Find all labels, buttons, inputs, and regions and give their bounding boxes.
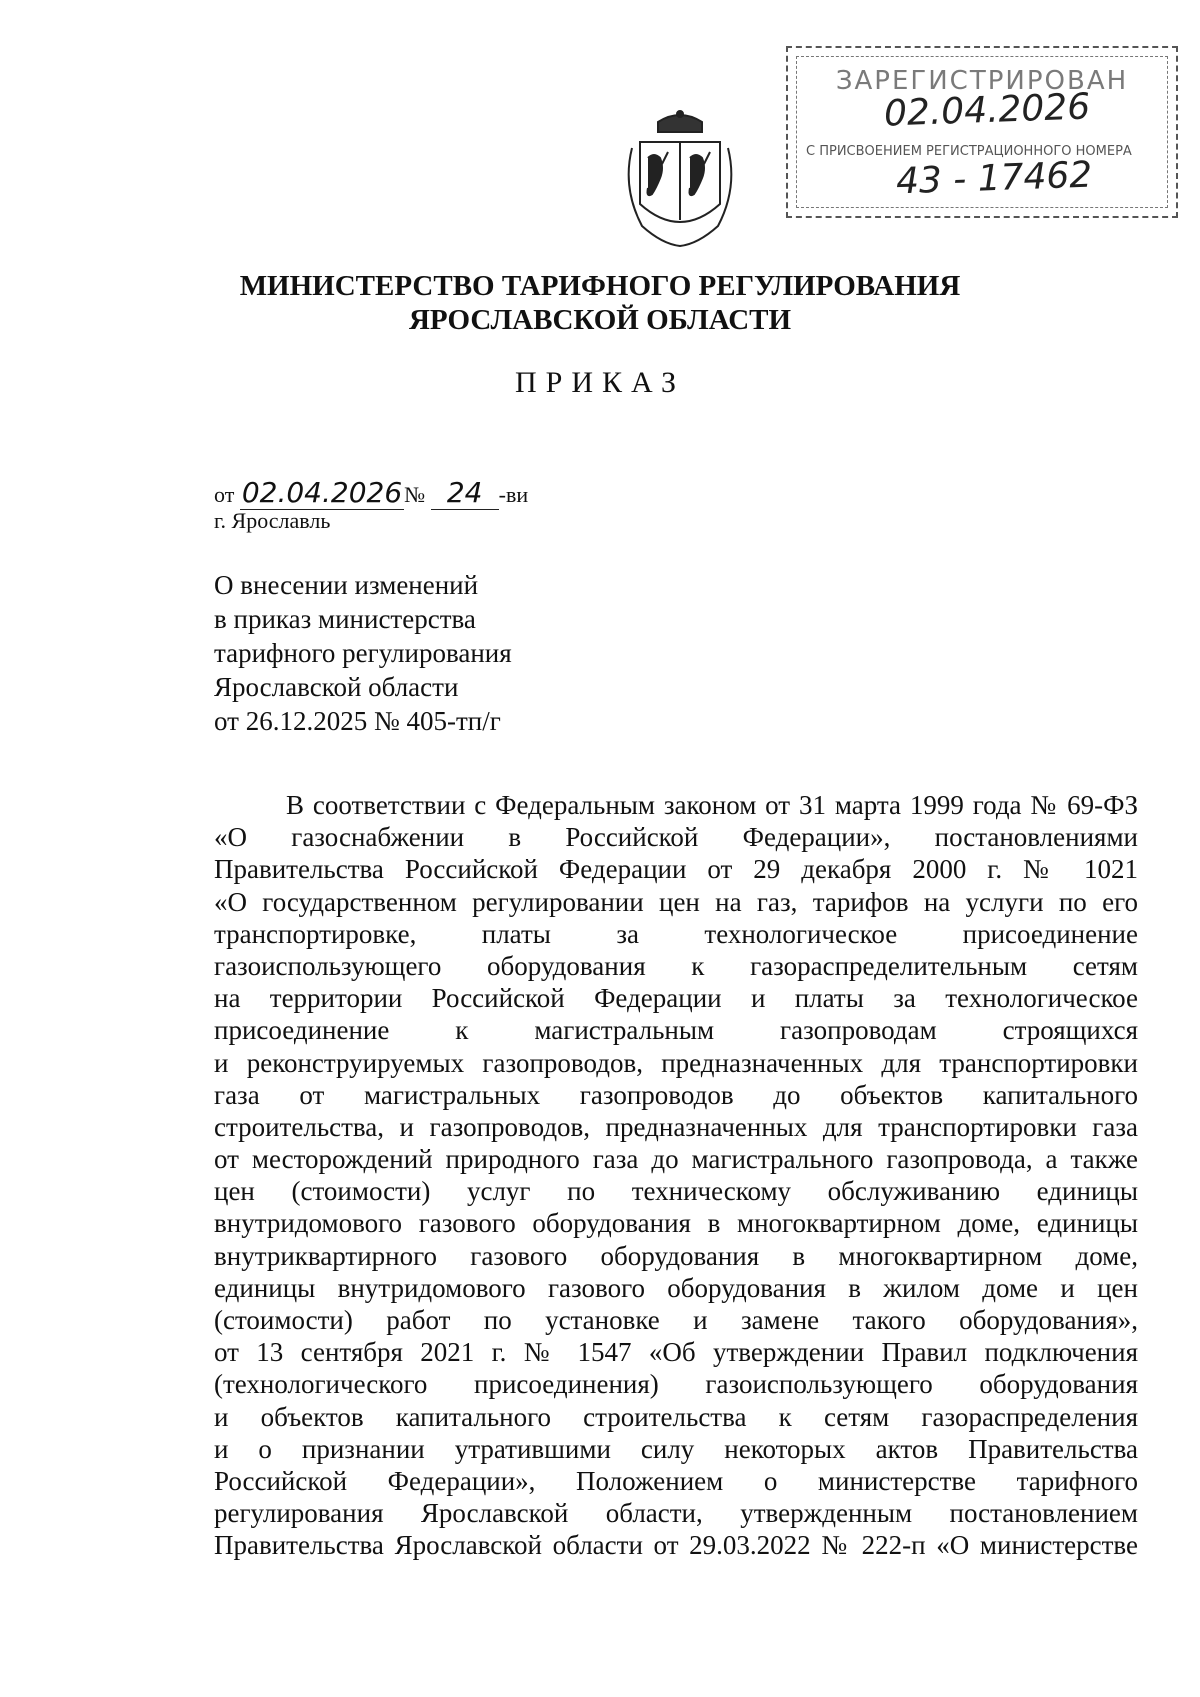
stamp-handwritten-date: 02.04.2026 <box>883 86 1091 135</box>
body-text-line: единицы внутридомового газового оборудования в жилом доме и цен <box>214 1272 1138 1303</box>
stamp-handwritten-number: 43 - 17462 <box>895 154 1093 203</box>
document-type: ПРИКАЗ <box>515 366 685 399</box>
body-text-line: цен (стоимости) услуг по техническому обслуживанию единицы <box>214 1176 1138 1207</box>
order-number: 24 <box>431 476 499 510</box>
body-text-line: внутридомового газового оборудования в многоквартирном доме, единицы <box>214 1208 1138 1239</box>
body-text-line: (стоимости) работ по установке и замене такого оборудования», <box>214 1305 1138 1335</box>
body-text-line: газа от магистральных газопроводов до объектов капитального <box>214 1079 1138 1110</box>
body-text-line: и реконструируемых газопроводов, предназначенных для транспортировки <box>214 1047 1138 1078</box>
coat-of-arms-emblem <box>618 108 742 248</box>
subject-line: в приказ министерства <box>214 604 476 634</box>
body-text-line: Российской Федерации», Положением о министерстве тарифного <box>214 1465 1138 1496</box>
order-date: 02.04.2026 <box>241 476 403 509</box>
registration-stamp <box>786 46 1178 218</box>
number-sign: № <box>404 482 426 507</box>
ministry-title-line-1: МИНИСТЕРСТВО ТАРИФНОГО РЕГУЛИРОВАНИЯ <box>239 270 961 302</box>
body-text-line: транспортировке, платы за технологическое присоединение <box>214 918 1138 949</box>
body-text-line: «О государственном регулировании цен на газ, тарифов на услуги по его <box>214 886 1138 917</box>
subject-line: от 26.12.2025 № 405-тп/г <box>214 706 501 736</box>
order-date-number-line <box>214 476 528 510</box>
body-text-line: Правительства Ярославской области от 29.03.2022 № 222-п «О министерстве <box>214 1530 1138 1561</box>
body-text-line: и о признании утратившими силу некоторых актов Правительства <box>214 1433 1138 1464</box>
ministry-title-line-2: ЯРОСЛАВСКОЙ ОБЛАСТИ <box>408 304 792 336</box>
body-text-line: от 13 сентября 2021 г. № 1547 «Об утверждении Правил подключения <box>214 1337 1138 1368</box>
body-text-line: внутриквартирного газового оборудования в многоквартирном доме, <box>214 1240 1138 1271</box>
body-text-line: В соответствии с Федеральным законом от 31 марта 1999 года № 69-ФЗ <box>286 790 1138 820</box>
body-text-line: присоединение к магистральным газопроводам строящихся <box>214 1015 1138 1046</box>
body-text-line: на территории Российской Федерации и платы за технологическое <box>214 983 1138 1014</box>
body-text-line: от месторождений природного газа до магистрального газопровода, а также <box>214 1144 1138 1175</box>
body-text-line: газоиспользующего оборудования к газораспределительным сетям <box>214 950 1138 981</box>
body-text-line: Правительства Российской Федерации от 29 декабря 2000 г. № 1021 <box>214 854 1138 885</box>
number-suffix: -ви <box>498 482 529 507</box>
city: г. Ярославль <box>214 508 331 533</box>
order-subject <box>214 568 512 738</box>
subject-line: тарифного регулирования <box>214 638 512 668</box>
body-text-line: регулирования Ярославской области, утвержденным постановлением <box>214 1498 1138 1529</box>
stamp-subtitle: С ПРИСВОЕНИЕМ РЕГИСТРАЦИОННОГО НОМЕРА <box>806 144 1132 159</box>
subject-line: Ярославской области <box>214 672 459 702</box>
body-text-line: строительства, и газопроводов, предназначенных для транспортировки газа <box>214 1111 1138 1142</box>
body-text-line: и объектов капитального строительства к сетям газораспределения <box>214 1401 1138 1432</box>
order-body-text <box>214 789 1138 1562</box>
body-text-line: «О газоснабжении в Российской Федерации», постановлениями <box>214 822 1138 853</box>
body-text-line: (технологического присоединения) газоиспользующего оборудования <box>214 1369 1138 1400</box>
subject-line: О внесении изменений <box>214 570 479 600</box>
stamp-title: ЗАРЕГИСТРИРОВАН <box>835 66 1129 96</box>
date-prefix: от <box>214 482 235 507</box>
